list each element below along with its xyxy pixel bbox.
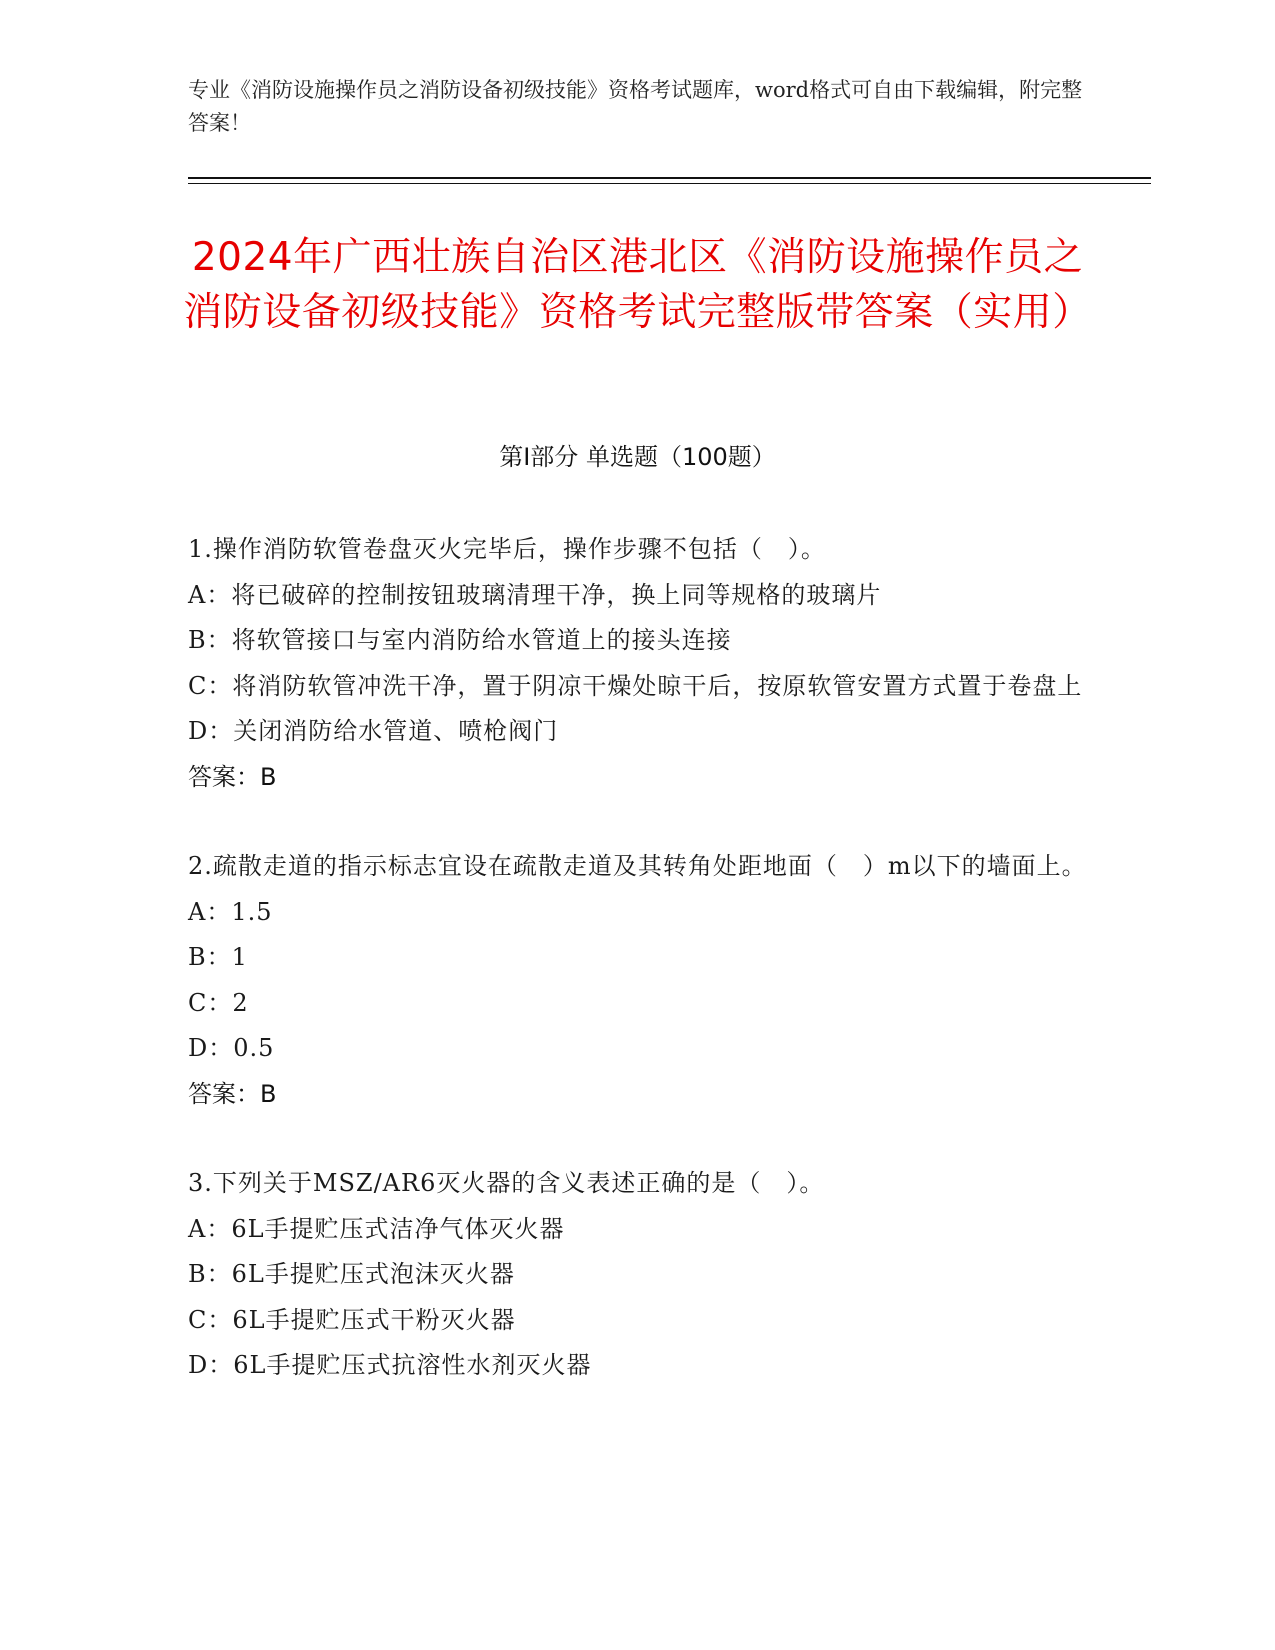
option-d: D：0.5 (188, 1034, 275, 1062)
answer: 答案：B (188, 762, 277, 791)
document-title: 2024年广西壮族自治区港北区《消防设施操作员之消防设备初级技能》资格考试完整版带答案（实用） (183, 235, 1092, 335)
answer: 答案：B (188, 1079, 277, 1108)
section-heading: 第Ⅰ部分 单选题（100题） (499, 443, 776, 471)
question-list (188, 527, 1088, 1433)
option-b: B：1 (188, 943, 248, 971)
option-b: B：6L手提贮压式泡沫灭火器 (188, 1260, 515, 1288)
option-a: A：1.5 (188, 897, 273, 926)
option-a: A：将已破碎的控制按钮玻璃清理干净，换上同等规格的玻璃片 (188, 580, 882, 609)
header-note: 专业《消防设施操作员之消防设备初级技能》资格考试题库，word格式可自由下载编辑，附完整答案！ (188, 78, 1083, 135)
header-divider-thick (188, 177, 1151, 179)
question-1 (188, 527, 1088, 800)
option-c: C：2 (188, 988, 249, 1017)
option-d: D：6L手提贮压式抗溶性水剂灭火器 (188, 1351, 592, 1379)
header-divider-thin (188, 183, 1151, 184)
option-b: B：将软管接口与室内消防给水管道上的接头连接 (188, 626, 732, 654)
question-3 (188, 1161, 1088, 1389)
question-stem: 1.操作消防软管卷盘灭火完毕后，操作步骤不包括（ ）。 (188, 535, 826, 563)
option-d: D：关闭消防给水管道、喷枪阀门 (188, 717, 559, 745)
question-2 (188, 844, 1088, 1117)
option-c: C：6L手提贮压式干粉灭火器 (188, 1305, 516, 1334)
question-stem: 2.疏散走道的指示标志宜设在疏散走道及其转角处距地面（ ）m以下的墙面上。 (188, 852, 1087, 880)
option-c: C：将消防软管冲洗干净，置于阴凉干燥处晾干后，按原软管安置方式置于卷盘上 (188, 671, 1083, 700)
question-stem: 3.下列关于MSZ/AR6灭火器的含义表述正确的是（ ）。 (188, 1169, 825, 1197)
option-a: A：6L手提贮压式洁净气体灭火器 (188, 1214, 565, 1243)
